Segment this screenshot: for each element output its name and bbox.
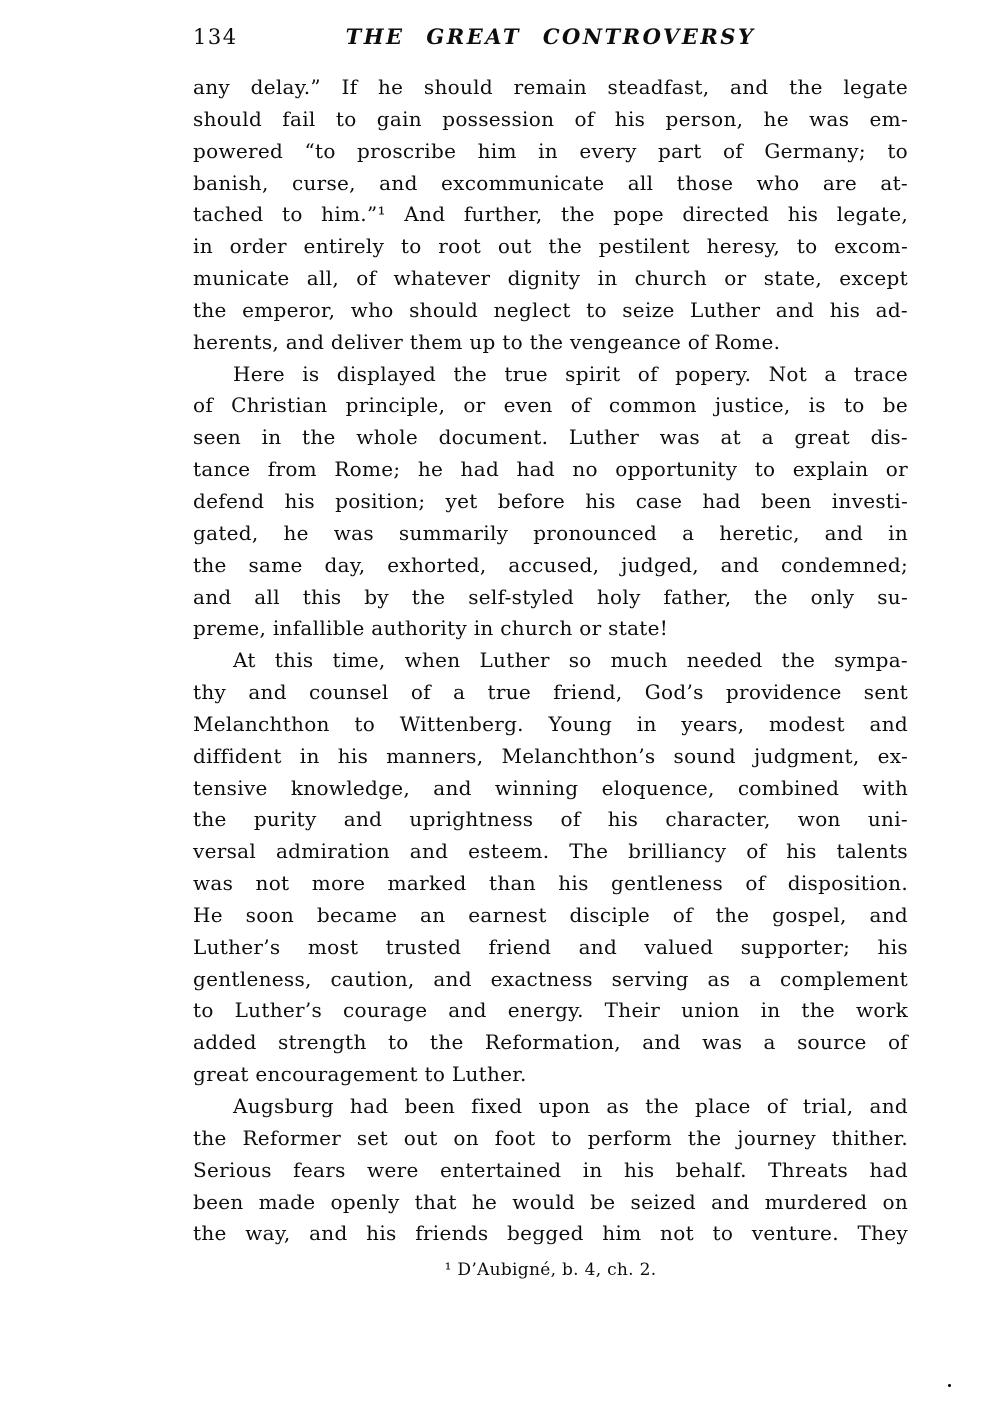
text-line: versal admiration and esteem. The brilliancy of his talents — [193, 839, 908, 864]
text-line: the way, and his friends begged him not to venture. They — [193, 1221, 908, 1246]
page-number: 134 — [193, 25, 238, 49]
running-header-title: THE GREAT CONTROVERSY — [345, 24, 756, 49]
text-line: to Luther’s courage and energy. Their union in the work — [193, 998, 908, 1023]
text-line: thy and counsel of a true friend, God’s providence sent — [193, 680, 908, 705]
text-line: should fail to gain possession of his person, he was em- — [193, 106, 908, 131]
text-line: preme, infallible authority in church or state! — [193, 616, 669, 641]
text-line: the same day, exhorted, accused, judged, and condemned; — [193, 552, 908, 577]
text-line: Luther’s most trusted friend and valued supporter; his — [193, 934, 908, 959]
paragraph — [193, 1091, 908, 1250]
text-line: banish, curse, and excommunicate all those who are at- — [193, 170, 908, 195]
paragraph — [193, 72, 908, 359]
text-line: the emperor, who should neglect to seize Luther and his ad- — [193, 297, 908, 322]
text-line: great encouragement to Luther. — [193, 1062, 527, 1087]
text-line: Melanchthon to Wittenberg. Young in years, modest and — [193, 711, 908, 736]
text-line: At this time, when Luther so much needed the sympa- — [233, 648, 908, 673]
text-line: the Reformer set out on foot to perform the journey thither. — [193, 1125, 908, 1150]
text-line: herents, and deliver them up to the vengeance of Rome. — [193, 329, 781, 354]
page-header — [193, 24, 908, 52]
text-line: gentleness, caution, and exactness serving as a complement — [193, 966, 908, 991]
text-line: tached to him.”¹ And further, the pope directed his legate, — [193, 202, 908, 227]
text-line: He soon became an earnest disciple of the gospel, and — [193, 902, 908, 927]
footnote: ¹ D’Aubigné, b. 4, ch. 2. — [444, 1260, 657, 1280]
text-line: added strength to the Reformation, and was a source of — [193, 1030, 908, 1055]
text-line: powered “to proscribe him in every part of Germany; to — [193, 138, 908, 163]
text-line: of Christian principle, or even of common justice, is to be — [193, 393, 908, 418]
text-line: defend his position; yet before his case had been investi- — [193, 488, 908, 513]
scan-speck — [948, 1384, 951, 1387]
text-line: gated, he was summarily pronounced a heretic, and in — [193, 520, 908, 545]
text-line: municate all, of whatever dignity in church or state, except — [193, 266, 908, 291]
text-line: tance from Rome; he had had no opportunity to explain or — [193, 457, 908, 482]
paragraph — [193, 359, 908, 646]
text-line: seen in the whole document. Luther was at a great dis- — [193, 425, 908, 450]
text-line: Here is displayed the true spirit of popery. Not a trace — [233, 361, 908, 386]
text-line: and all this by the self-styled holy father, the only su- — [193, 584, 908, 609]
text-block — [193, 72, 908, 1250]
paragraph — [193, 645, 908, 1091]
text-line: Serious fears were entertained in his behalf. Threats had — [193, 1157, 908, 1182]
text-line: diffident in his manners, Melanchthon’s sound judgment, ex- — [193, 743, 908, 768]
text-line: any delay.” If he should remain steadfast, and the legate — [193, 75, 908, 99]
text-line: tensive knowledge, and winning eloquence, combined with — [193, 775, 908, 800]
text-line: was not more marked than his gentleness of disposition. — [193, 871, 908, 896]
text-line: been made openly that he would be seized and murdered on — [193, 1189, 908, 1214]
text-line: the purity and uprightness of his character, won uni- — [193, 807, 908, 832]
text-line: Augsburg had been fixed upon as the place of trial, and — [233, 1094, 908, 1118]
text-line: in order entirely to root out the pestilent heresy, to excom- — [193, 234, 908, 259]
